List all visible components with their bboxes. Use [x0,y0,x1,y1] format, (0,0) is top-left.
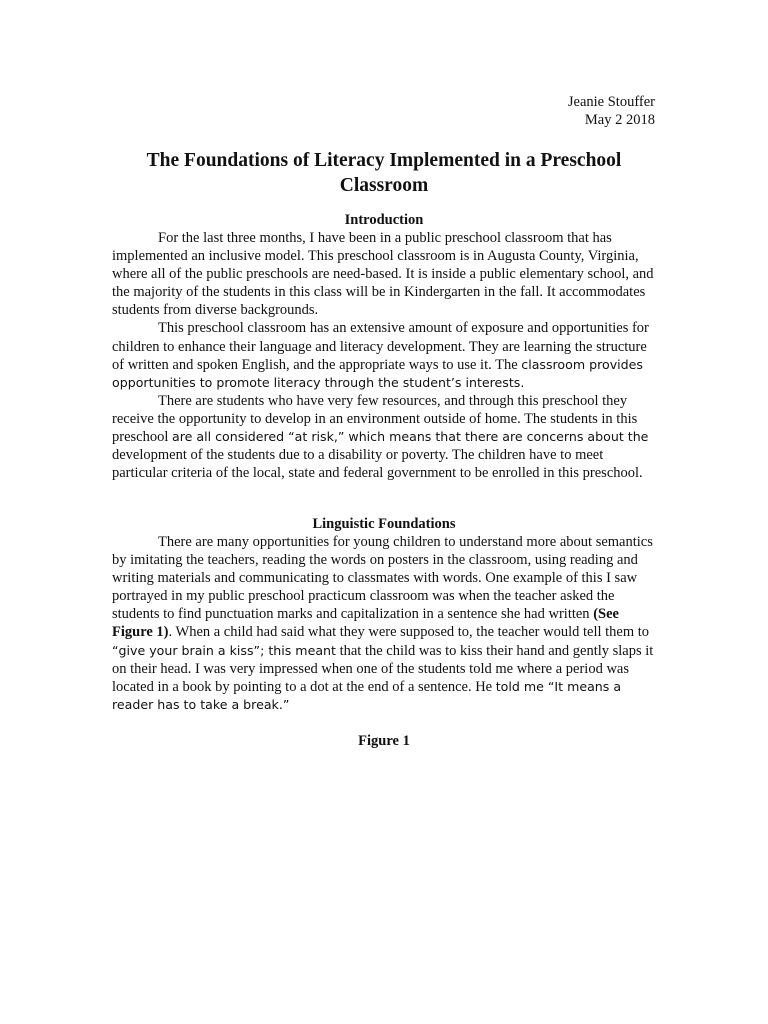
author-block [568,93,655,129]
linguistic-foundations-body [112,533,656,714]
text-run: development of the students due to a disability or poverty. The children have to meet particular criteria of the local, state and federal government to be enrolled in this preschool. [112,447,643,482]
text-run: told me “It means a reader has to take a break.” [112,678,622,712]
introduction-paragraph-1: For the last three months, I have been in a public preschool classroom that has implemented an inclusive model. This preschool classroom is in Augusta County, Virginia, where all of the public preschools are need-based. It is inside a public elementary school, and the majority of the students in this class will be in Kindergarten in the fall. It accommodates students from diverse backgrounds. [112,230,654,319]
text-run: “give your brain a kiss”; this meant [112,642,336,658]
text-run: . When a child had said what they were supposed to, the teacher would tell them to [168,624,650,641]
introduction-body [112,229,656,482]
document-date: May 2 2018 [584,112,655,128]
linguistic-paragraph-1 [112,533,656,714]
section-heading-linguistic-foundations: Linguistic Foundations [312,516,456,532]
text-run: that the child was to kiss their hand and gently slaps it on their head. I was very impressed when one of the students told me where a period was located in a book by pointing to a dot at the end of a sentence. He [112,642,654,695]
text-run: There are students who have very few resources, and through this preschool they receive the opportunity to develop in an environment outside of home. The students in this preschool [112,392,638,446]
author-name: Jeanie Stouffer [567,94,655,110]
text-run: are all considered “at risk,” which means that there are concerns about the [172,429,649,445]
text-run: classroom provides opportunities to promote literacy through the student’s interests. [112,356,643,390]
section-heading-introduction: Introduction [344,212,424,228]
figure-reference: (See Figure 1) [112,606,619,641]
introduction-paragraph-3 [112,392,656,482]
text-run: There are many opportunities for young children to understand more about semantics by imitating the teachers, reading the words on posters in the classroom, using reading and writing materials and communicating to classmates with words. One example of this I saw portrayed in my public preschool practicum classroom was when the teacher asked the students to find punctuation marks and capitalization in a sentence she had written [112,534,653,623]
text-run: This preschool classroom has an extensive amount of exposure and opportunities for children to enhance their language and literacy development. They are learning the structure of written and spoken English, and the appropriate ways to use it. The [112,320,649,373]
figure-caption: Figure 1 [358,733,410,749]
introduction-paragraph-2 [112,319,656,391]
document-title: The Foundations of Literacy Implemented in a Preschool Classroom [146,150,622,196]
